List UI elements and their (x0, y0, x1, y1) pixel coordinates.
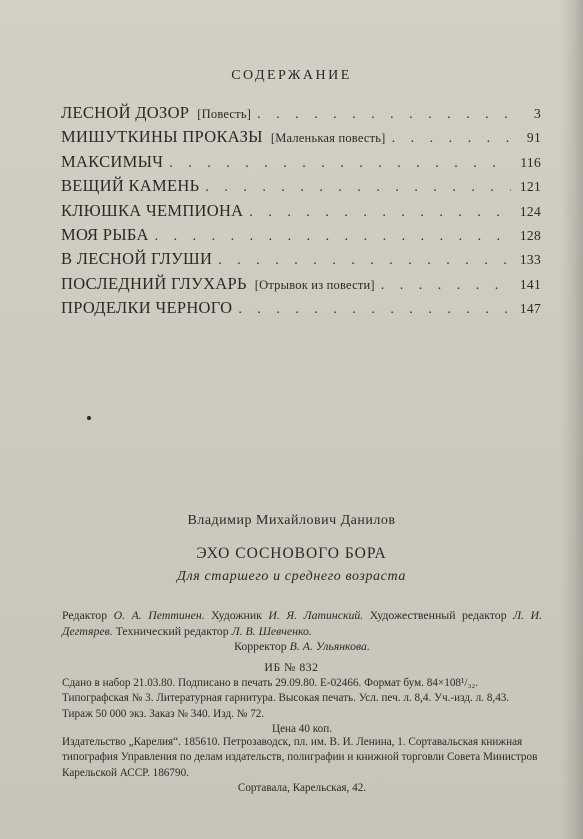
toc-leader-dots (249, 205, 511, 221)
toc-title: СОДЕРЖАНИЕ (231, 68, 352, 83)
toc-item-note: [Отрывок из повести] (254, 277, 375, 292)
toc-item-title: ПРОДЕЛКИ ЧЕРНОГО (61, 298, 233, 318)
editor-name: О. А. Петтинен. (113, 608, 205, 622)
toc-leader-dots (155, 229, 511, 245)
artist-name: И. Я. Латинский. (268, 608, 364, 622)
toc-leader-dots (218, 253, 511, 269)
artist-label: Художник (211, 608, 262, 622)
toc-item (61, 201, 541, 225)
toc-item (61, 176, 541, 200)
toc-leader-dots (169, 156, 511, 172)
toc-item-title: ЛЕСНОЙ ДОЗОР (61, 103, 190, 122)
toc-item-note: [Маленькая повесть] (270, 131, 386, 146)
toc-leader-dots (392, 131, 511, 147)
editorial-credits (62, 608, 542, 655)
toc-item-page: 124 (519, 203, 541, 219)
publisher-city: Сортавала, Карельская, 42. (237, 782, 367, 795)
print-speck (87, 416, 91, 420)
toc-item-title: МОЯ РЫБА (61, 224, 149, 244)
toc-item-page: 128 (519, 227, 541, 243)
tech-editor-label: Технический редактор (115, 623, 229, 638)
age-group: Для старшего и среднего возраста (177, 569, 406, 584)
publisher-text: Издательство „Карелия“. 185610. Петрозаводск, пл. им. В. И. Ленина, 1. Сортавальская книжная типография Управления по делам издательств, полиграфии и книжной торговли Совета Министров Карельской АССР. 186790. (62, 736, 538, 779)
toc-item-page: 116 (520, 154, 541, 170)
tech-editor-name: Л. В. Шевченко. (231, 623, 312, 638)
book-title: ЭХО СОСНОВОГО БОРА (196, 545, 387, 562)
toc-item-page: 141 (519, 276, 541, 292)
toc-item-title: КЛЮШКА ЧЕМПИОНА (61, 200, 244, 220)
toc-item-page: 91 (526, 130, 541, 146)
toc-leader-dots (257, 107, 511, 123)
price: Цена 40 коп. (271, 723, 333, 736)
toc-item (61, 103, 541, 127)
corrector-line (62, 639, 542, 655)
toc-item (61, 225, 541, 249)
ib-number: ИБ № 832 (264, 660, 319, 674)
toc-item-title: ВЕЩИЙ КАМЕНЬ (61, 176, 200, 196)
author-name: Владимир Михайлович Данилов (187, 513, 396, 528)
toc-item (61, 249, 541, 273)
print-details-text: Сдано в набор 21.03.80. Подписано в печать 29.09.80. Е-02466. Формат бум. 84×108¹/₃₂. Типографская № 3. Литературная гарнитура. Высокая печать. Усл. печ. л. 8,4. Уч.-изд. л. 8,43. Тираж 50 000 экз. Заказ № 340. Изд. № 72. (62, 677, 510, 720)
toc-item (61, 127, 541, 151)
corrector-name: В. А. Ульянкова. (289, 639, 370, 653)
print-details (62, 676, 542, 738)
corrector-label: Корректор (234, 639, 287, 653)
toc-item-title: МАКСИМЫЧ (61, 151, 164, 171)
toc-leader-dots (238, 302, 511, 318)
toc-item (61, 274, 541, 298)
toc-item-title: ПОСЛЕДНИЙ ГЛУХАРЬ (61, 273, 247, 293)
toc-item-title: МИШУТКИНЫ ПРОКАЗЫ (61, 127, 263, 147)
art-editor-name: Л. И. Дегтярев. (62, 608, 543, 638)
toc-item-note: [Повесть] (197, 107, 252, 121)
toc-item-page: 133 (519, 252, 541, 268)
toc-item (61, 298, 541, 322)
editor-label: Редактор (62, 608, 108, 622)
toc-item-page: 147 (519, 301, 541, 317)
publisher-info (62, 735, 542, 797)
toc-item (61, 152, 541, 176)
art-editor-label: Художественный редактор (369, 608, 507, 622)
table-of-contents (61, 103, 541, 323)
toc-leader-dots (205, 180, 511, 196)
toc-item-page: 121 (519, 179, 541, 195)
toc-leader-dots (381, 278, 511, 294)
toc-item-page: 3 (533, 106, 541, 121)
page-edge-shadow (561, 0, 583, 839)
toc-item-title: В ЛЕСНОЙ ГЛУШИ (61, 249, 213, 269)
